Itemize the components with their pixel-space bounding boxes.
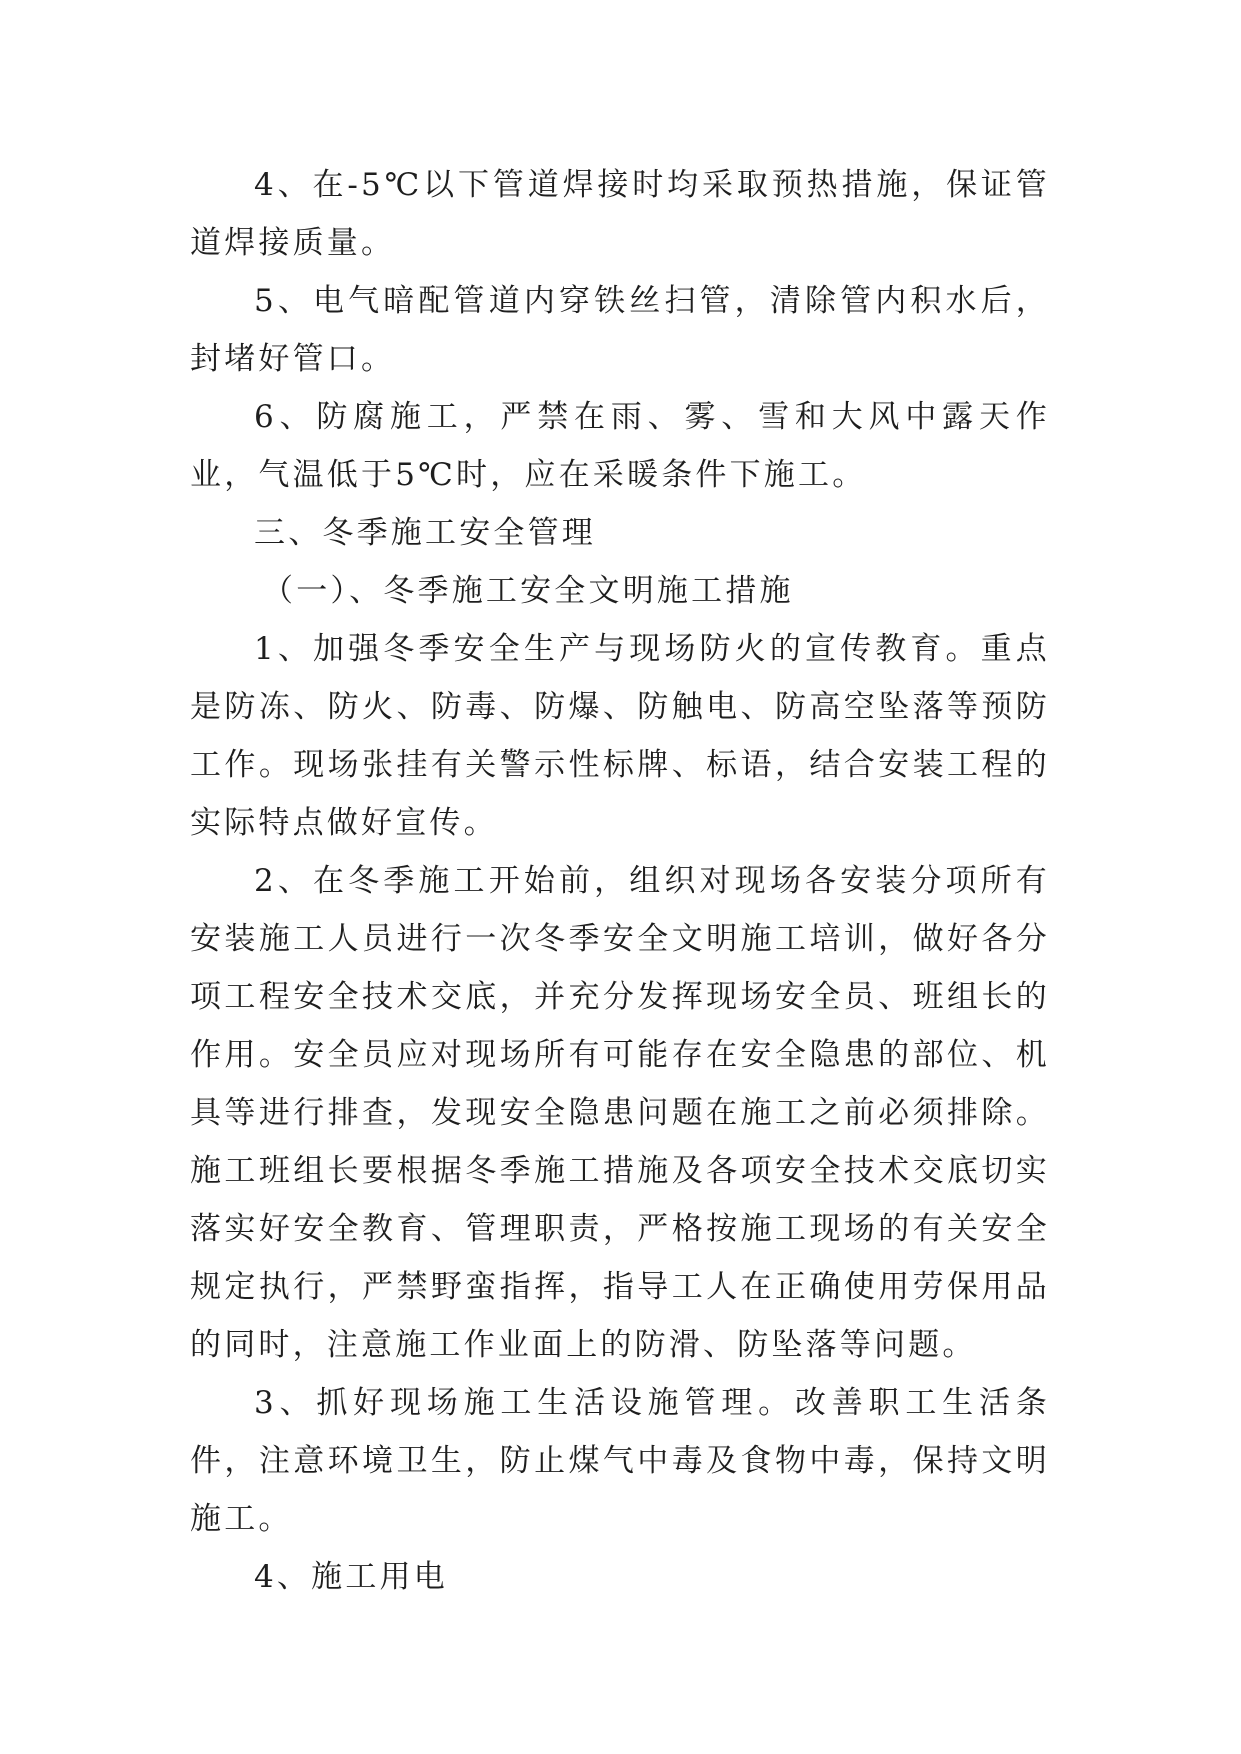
paragraph-item-1-education: 1、加强冬季安全生产与现场防火的宣传教育。重点是防冻、防火、防毒、防爆、防触电、防高空坠落等预防工作。现场张挂有关警示性标牌、标语，结合安装工程的实际特点做好宣传。	[190, 631, 1050, 841]
paragraph-item-3-living-facilities: 3、抓好现场施工生活设施管理。改善职工生活条件，注意环境卫生，防止煤气中毒及食物中毒，保持文明施工。	[190, 1385, 1050, 1537]
paragraph-item-2-training: 2、在冬季施工开始前，组织对现场各安装分项所有安装施工人员进行一次冬季安全文明施工培训，做好各分项工程安全技术交底，并充分发挥现场安全员、班组长的作用。安全员应对现场所有可能存在安全隐患的部位、机具等进行排查，发现安全隐患问题在施工之前必须排除。施工班组长要根据冬季施工措施及各项安全技术交底切实落实好安全教育、管理职责，严格按施工现场的有关安全规定执行，严禁野蛮指挥，指导工人在正确使用劳保用品的同时，注意施工作业面上的防滑、防坠落等问题。	[190, 863, 1050, 1363]
section-heading-safety-management: 三、冬季施工安全管理	[254, 515, 596, 551]
paragraph-item-5-conduit: 5、电气暗配管道内穿铁丝扫管，清除管内积水后，封堵好管口。	[190, 283, 1050, 377]
paragraph-item-4-welding: 4、在-5℃以下管道焊接时均采取预热措施，保证管道焊接质量。	[190, 167, 1050, 261]
document-body	[190, 156, 1050, 1606]
paragraph-item-6-anticorrosion: 6、防腐施工，严禁在雨、雾、雪和大风中露天作业，气温低于5℃时，应在采暖条件下施工。	[190, 399, 1050, 493]
paragraph-item-4-electricity: 4、施工用电	[254, 1559, 448, 1595]
subsection-heading-civilized-construction: （一）、冬季施工安全文明施工措施	[262, 573, 794, 609]
